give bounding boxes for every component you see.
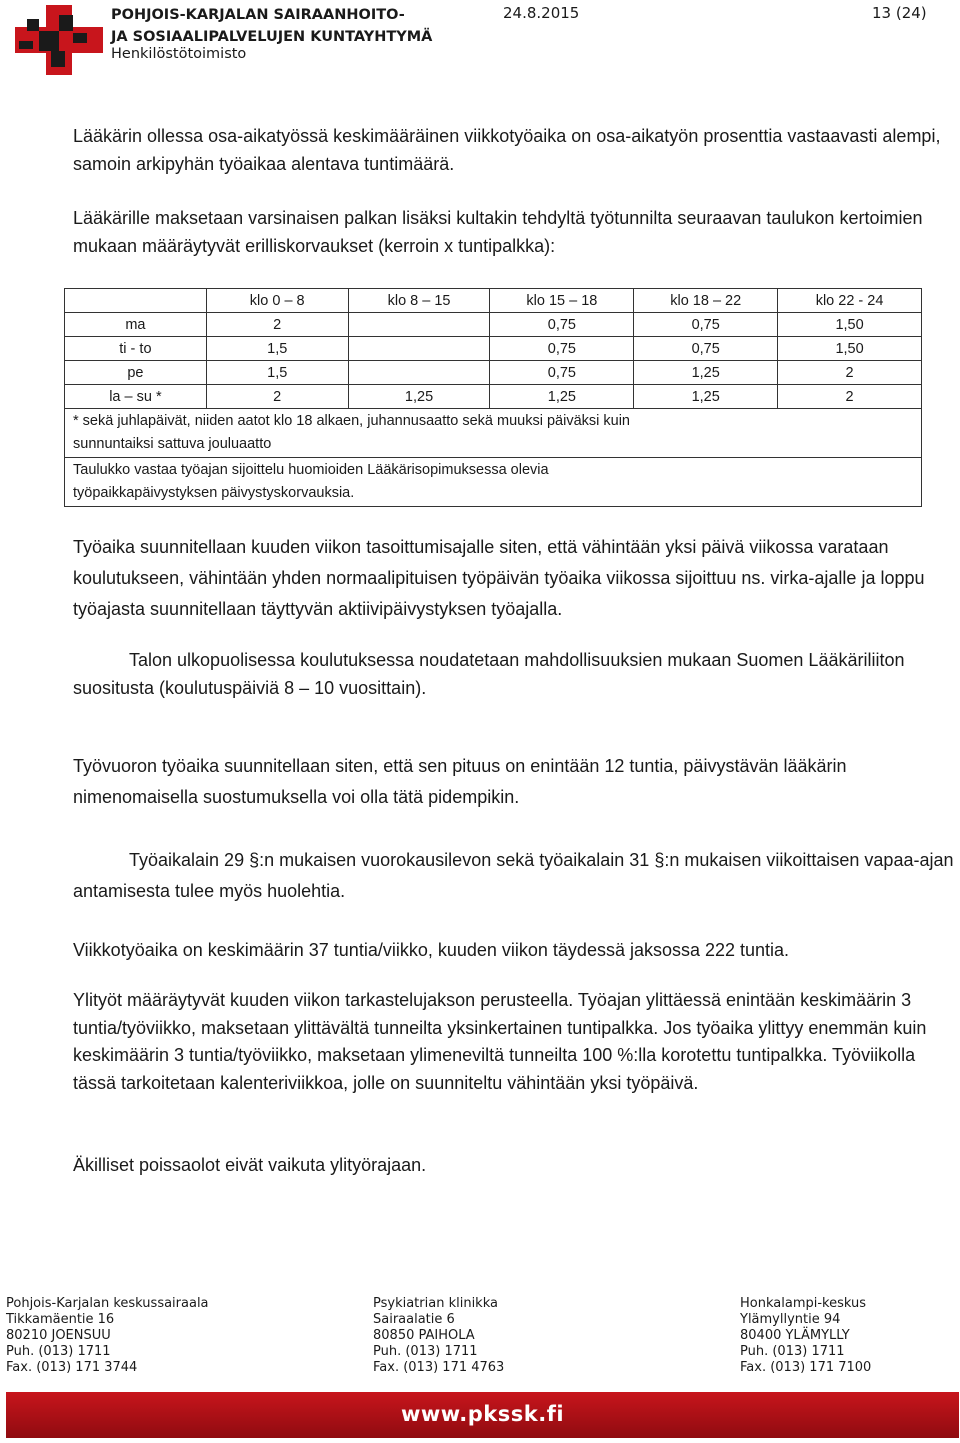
paragraph-compensation: Lääkärille maksetaan varsinaisen palkan lisäksi kultakin tehdyltä työtunnilta seuraavan taulukon kertoimien mukaan määräytyvät erilliskorvaukset (kerroin x tuntipalkka): (73, 208, 923, 256)
table-cell: 1,5 (206, 337, 348, 361)
table-header-cell: klo 8 – 15 (348, 289, 490, 313)
paragraph-rest: Työaikalain 29 §:n mukaisen vuorokausilevon sekä työaikalain 31 §:n mukaisen viikoittaisen vapaa-ajan antamisesta tulee myös huolehtia. (73, 850, 954, 901)
compensation-table (64, 288, 922, 507)
document-date: 24.8.2015 (503, 4, 580, 22)
table-header-cell: klo 15 – 18 (490, 289, 634, 313)
table-footnote: * sekä juhlapäivät, niiden aatot klo 18 alkaen, juhannusaatto sekä muuksi päiväksi kuin sunnuntaiksi sattuva jouluaatto (65, 409, 922, 458)
website-link[interactable]: www.pkssk.fi (400, 1402, 565, 1426)
table-cell: 2 (778, 361, 922, 385)
table-cell: 0,75 (490, 313, 634, 337)
table-note-row (65, 409, 922, 458)
table-header-cell: klo 0 – 8 (206, 289, 348, 313)
table-cell: 2 (206, 385, 348, 409)
table-cell (348, 313, 490, 337)
table-cell: 1,25 (634, 385, 778, 409)
table-cell: 2 (778, 385, 922, 409)
table-cell: ti - to (65, 337, 207, 361)
table-header-row (65, 289, 922, 313)
table-cell: 0,75 (490, 337, 634, 361)
table-cell: 0,75 (490, 361, 634, 385)
page-number: 13 (24) (872, 4, 927, 22)
footer-address-honkalampi: Honkalampi-keskus Ylämyllyntie 94 80400 YLÄMYLLY Puh. (013) 1711 Fax. (013) 171 7100 (740, 1296, 872, 1375)
paragraph-part-time: Lääkärin ollessa osa-aikatyössä keskimääräinen viikkotyöaika on osa-aikatyön prosenttia vastaavasti alempi, samoin arkipyhän työaikaa alentava tuntimäärä. (73, 126, 941, 174)
table-cell: 0,75 (634, 313, 778, 337)
table-cell: pe (65, 361, 207, 385)
cross-logo-icon (15, 5, 103, 75)
table-cell: 2 (206, 313, 348, 337)
table-row (65, 361, 922, 385)
footer-address-central-hospital: Pohjois-Karjalan keskussairaala Tikkamäentie 16 80210 JOENSUU Puh. (013) 1711 Fax. (013) 171 3744 (6, 1296, 209, 1375)
table-note-row (65, 458, 922, 507)
paragraph-absences: Äkilliset poissaolot eivät vaikuta ylityörajaan. (73, 1155, 427, 1175)
paragraph-weekly-hours: Viikkotyöaika on keskimäärin 37 tuntia/viikko, kuuden viikon täydessä jaksossa 222 tuntia. (73, 940, 790, 960)
table-remark: Taulukko vastaa työajan sijoittelu huomioiden Lääkärisopimuksessa olevia työpaikkapäivystyksen päivystyskorvauksia. (65, 458, 922, 507)
table-cell: 1,50 (778, 313, 922, 337)
table-cell: 1,25 (490, 385, 634, 409)
footer-banner (6, 1392, 959, 1438)
table-header-cell: klo 18 – 22 (634, 289, 778, 313)
department-name: Henkilöstötoimisto (111, 46, 247, 62)
footer-address-psychiatric-clinic: Psykiatrian klinikka Sairaalatie 6 80850 PAIHOLA Puh. (013) 1711 Fax. (013) 171 4763 (373, 1296, 505, 1375)
table-cell: la – su * (65, 385, 207, 409)
table-cell (348, 337, 490, 361)
organization-name: POHJOIS-KARJALAN SAIRAANHOITO- JA SOSIAALIPALVELUJEN KUNTAYHTYMÄ (111, 7, 433, 45)
table-row (65, 313, 922, 337)
table-cell: ma (65, 313, 207, 337)
paragraph-planning: Työaika suunnitellaan kuuden viikon tasoittumisajalle siten, että vähintään yksi päivä viikossa varataan koulutukseen, vähintään yhden normaalipituisen työpäivän työaika viikossa sijoittuu ns. virka-ajalle ja loppu työajasta suunnitellaan täyttyvän aktiivipäivystyksen työajalla. (73, 537, 925, 619)
paragraph-shift-length: Työvuoron työaika suunnitellaan siten, että sen pituus on enintään 12 tuntia, päivystävän lääkärin nimenomaisella suostumuksella voi olla tätä pidempikin. (73, 756, 847, 807)
table-cell: 1,50 (778, 337, 922, 361)
table-row (65, 337, 922, 361)
table-cell: 1,5 (206, 361, 348, 385)
table-cell: 0,75 (634, 337, 778, 361)
paragraph-training: Talon ulkopuolisessa koulutuksessa noudatetaan mahdollisuuksien mukaan Suomen Lääkäriliiton suositusta (koulutuspäiviä 8 – 10 vuosittain). (73, 650, 905, 698)
table-cell: 1,25 (634, 361, 778, 385)
table-header-cell (65, 289, 207, 313)
table-header-cell: klo 22 - 24 (778, 289, 922, 313)
paragraph-overtime: Ylityöt määräytyvät kuuden viikon tarkastelujakson perusteella. Työajan ylittäessä enintään keskimäärin 3 tuntia/työviikko, maksetaan ylittävältä tunneilta yksinkertainen tuntipalkka. Jos työaika ylittyy enemmän kuin keskimäärin 3 tuntia/työviikko, maksetaan ylimeneviltä tunneilta 100 %:lla korotettu tuntipalkka. Työviikolla tässä tarkoitetaan kalenteriviikkoa, jolle on suunniteltu vähintään yksi työpäivä. (73, 990, 927, 1093)
table-row (65, 385, 922, 409)
table-cell: 1,25 (348, 385, 490, 409)
table-cell (348, 361, 490, 385)
